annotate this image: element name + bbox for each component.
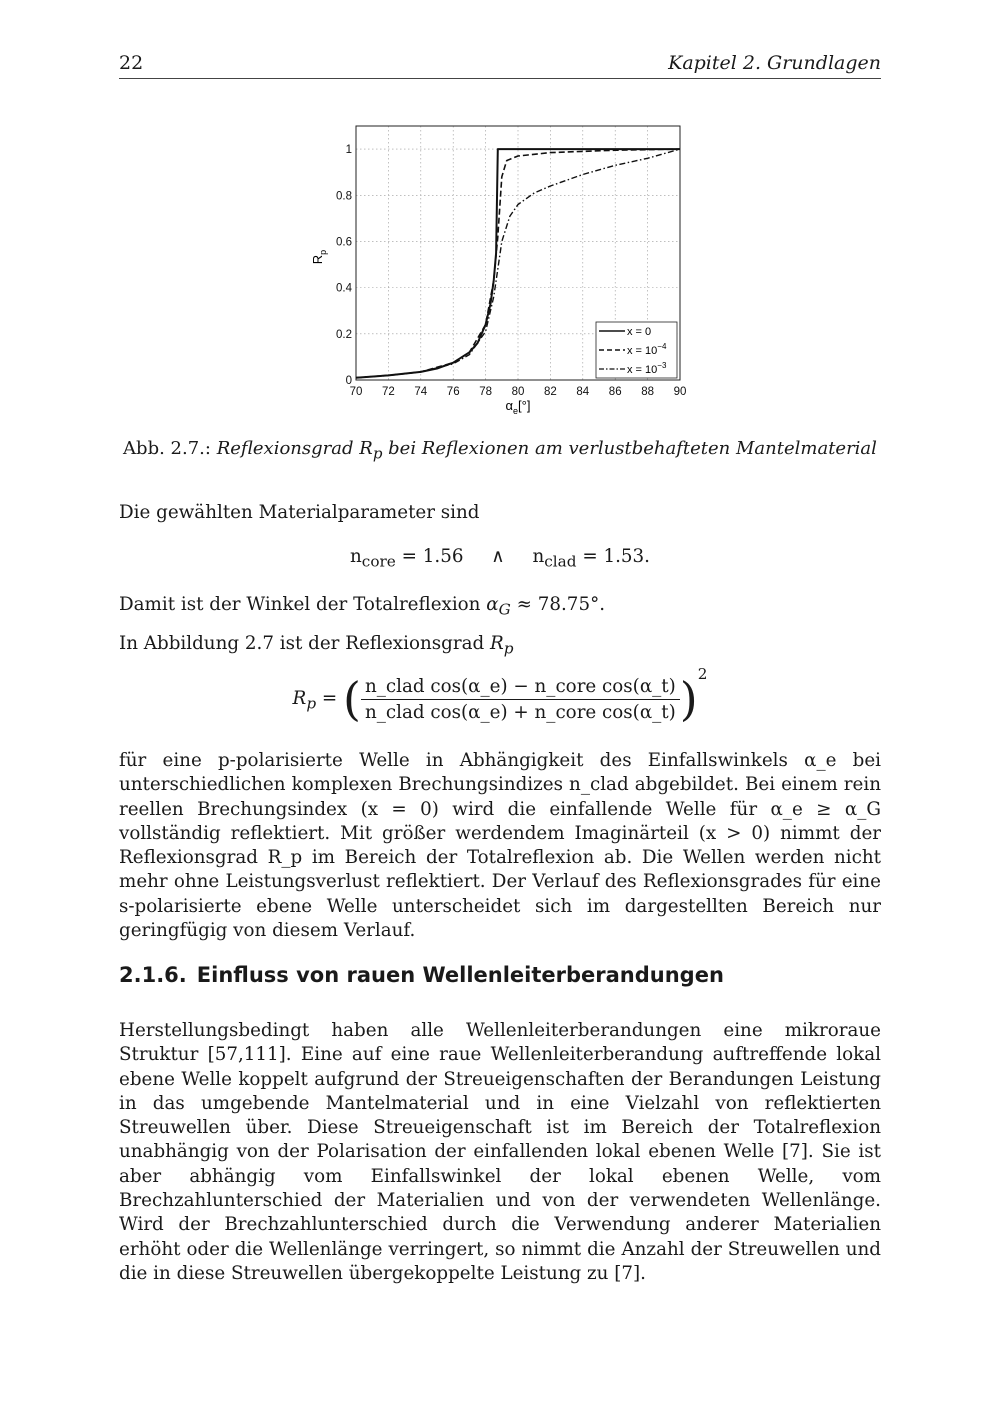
legend-label: $x = 10^{-3}$ [627,361,667,376]
x-tick-label: 76 [446,386,460,398]
y-tick-label: 0.8 [336,190,352,203]
section-title: Einfluss von rauen Wellenleiterberandungen [196,963,724,987]
x-tick-label: 78 [479,386,492,398]
y-tick-label: 0 [345,375,352,387]
x-tick-label: 88 [641,386,654,398]
x-tick-label: 70 [349,386,363,398]
page-number: 22 [119,52,144,74]
paragraph-reflectance-intro: In Abbildung 2.7 ist der Reflexionsgrad $R_p$ [119,633,514,658]
x-axis-label: $\alpha_e[^\circ]$ [505,398,531,416]
chapter-title: Kapitel 2. Grundlagen [668,52,881,74]
chart-legend [596,322,677,378]
paragraph-critical-angle: Damit ist der Winkel der Totalreflexion $\alpha_G \approx 78.75^\circ$. [119,594,606,619]
fraction-denominator: n_clad cos(α_e) + n_core cos(α_t) [364,701,676,723]
x-tick-label: 80 [511,386,525,398]
page-header [119,52,881,79]
caption-text: Reflexionsgrad [216,438,354,459]
x-tick-label: 82 [544,386,557,398]
figure-caption [0,438,1000,463]
equation-material: $n_{core} = 1.56$ ∧ $n_{clad} = 1.53$. [350,546,650,571]
x-tick-label: 84 [576,386,590,398]
paragraph-explanation: für eine p-polarisierte Welle in Abhängigkeit des Einfallswinkels α_e bei unterschiedlichen komplexen Brechungsindizes n_clad abgebildet. Bei einem rein reellen Brechungsindex (x = 0) wird die einfallende Welle für α_e ≥ α_G vollständig reflektiert. Mit größer werdendem Imaginärteil (x > 0) nimmt der Reflexionsgrad R_p im Bereich der Totalreflexion ab. Die Wellen werden nicht mehr ohne Leistungsverlust reflektiert. Der Verlauf des Reflexionsgrades für eine s-polarisierte ebene Welle unterscheidet sich im dargestellten Bereich nur geringfügig von diesem Verlauf. [119,750,881,942]
equation-reflectance: $R_p$ = ( $\frac{\text{n\_clad cos(α\_e) − n\_core cos(α\_t)}}{\text{n\_clad cos(α\_e) + n\_core cos(α\_t)}}$ )$^2$ [292,664,708,726]
x-tick-label: 74 [414,386,428,398]
section-heading [119,963,724,987]
y-tick-label: 0.4 [336,282,352,295]
legend-label: $x = 10^{-4}$ [627,342,667,357]
y-tick-label: 0.2 [336,328,352,341]
x-tick-label: 86 [608,386,622,398]
legend-label: x = 0 [627,326,652,338]
section-number: 2.1.6. [119,963,187,987]
x-tick-label: 72 [382,386,395,398]
reflectance-chart [300,115,720,425]
y-tick-label: 1 [345,144,352,157]
x-tick-label: 90 [673,386,687,398]
y-tick-label: 0.6 [336,236,352,249]
y-axis-label: $R_p$ [310,249,328,265]
caption-symbol: R [359,438,373,459]
caption-rest: bei Reflexionen am verlustbehafteten Mantelmaterial [388,438,877,459]
fraction-numerator: n_clad cos(α_e) − n_core cos(α_t) [361,676,680,700]
caption-label: Abb. 2.7.: [123,438,211,459]
paragraph-material: Die gewählten Materialparameter sind [119,502,480,523]
caption-symbol-sub: p [372,444,383,463]
paragraph-rough-boundaries: Herstellungsbedingt haben alle Wellenleiterberandungen eine mikroraue Struktur [57,111]. Eine auf eine raue Wellenleiterberandung auftreffende lokal ebene Welle koppelt aufgrund der Streueigenschaften der Berandungen Leistung in das umgebende Mantelmaterial und in eine Vielzahl von reflektierten Streuwellen über. Diese Streueigenschaft ist im Bereich der Totalreflexion unabhängig von der Polarisation der einfallenden lokal ebenen Welle [7]. Sie ist aber abhängig vom Einfallswinkel der lokal ebenen Welle, vom Brechzahlunterschied der Materialien und von der verwendeten Wellenlänge. Wird der Brechzahlunterschied durch die Verwendung anderer Materialien erhöht oder die Wellenlänge verringert, so nimmt die Anzahl der Streuwellen und die in diese Streuwellen übergekoppelte Leistung zu [7]. [119,1020,881,1284]
